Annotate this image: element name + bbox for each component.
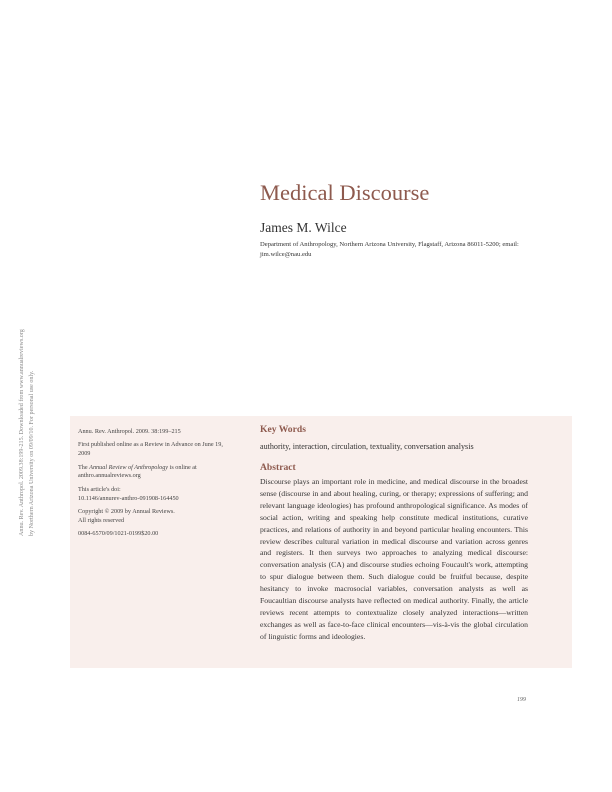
doi-block (78, 486, 236, 504)
article-metadata (78, 428, 236, 543)
article-title: Medical Discourse (260, 180, 430, 205)
abstract-text: Discourse plays an important role in medicine, and medical discourse in the broadest sense (discourse in and about healing, curing, or therapy; expressions of suffering; and relevant language ideologies) has profound anthropological significance. As modes of social action, writing and speaking help constitute medical institutions, curative practices, and relations of authority in and beyond particular healing encounters. This review describes cultural variation in medical discourse and variation across genres and registers. It then surveys two approaches to analyzing medical discourse: conversation analysis (CA) and discourse studies echoing Foucault's work, attempting to spur dialogue between them. Such dialogue could be fruitful because, despite hesitancy to invoke macrosocial variables, conversation analysts as well as Foucaultian discourse analysts have reflected on medical authority. Finally, the article reviews recent attempts to contextualize closely analyzed interactions—written exchanges as well as face-to-face clinical encounters—vis-à-vis the global circulation of linguistic forms and ideologies. (260, 477, 528, 641)
doi-link[interactable]: 10.1146/annurev-anthro-091908-164450 (78, 494, 179, 502)
online-note (78, 464, 236, 482)
abstract-heading: Abstract (260, 462, 296, 473)
abstract-body (260, 476, 528, 643)
download-note (17, 256, 37, 536)
author-affiliation: Department of Anthropology, Northern Arizona University, Flagstaff, Arizona 86011-5200; email: jim.wilce@nau.edu (260, 241, 519, 259)
download-note-line-2: by Northern Arizona University on 09/09/10. For personal use only. (29, 370, 35, 536)
doi-label: This article's doi: (78, 485, 121, 493)
keywords-list: authority, interaction, circulation, textuality, conversation analysis (260, 442, 474, 451)
copyright-block (78, 508, 236, 526)
issn: 0084-6570/09/1021-0199$20.00 (78, 530, 159, 538)
copyright: Copyright © 2009 by Annual Reviews. (78, 507, 175, 515)
download-note-line-1: Annu. Rev. Anthropol. 2009.38:199-215. Downloaded from www.annualreviews.org (19, 329, 25, 536)
first-published-note: First published online as a Review in Advance on June 19, 2009 (78, 441, 223, 458)
keywords-heading: Key Words (260, 424, 306, 435)
article-author: James M. Wilce (260, 220, 347, 235)
page-number: 199 (517, 697, 526, 703)
citation: Annu. Rev. Anthropol. 2009. 38:199–215 (78, 428, 181, 435)
journal-name: Annual Review of Anthropology (89, 463, 169, 471)
online-note-prefix: The (78, 463, 90, 471)
rights: All rights reserved (78, 516, 125, 524)
online-note-suffix: is online at anthro.annualreviews.org (78, 463, 197, 480)
